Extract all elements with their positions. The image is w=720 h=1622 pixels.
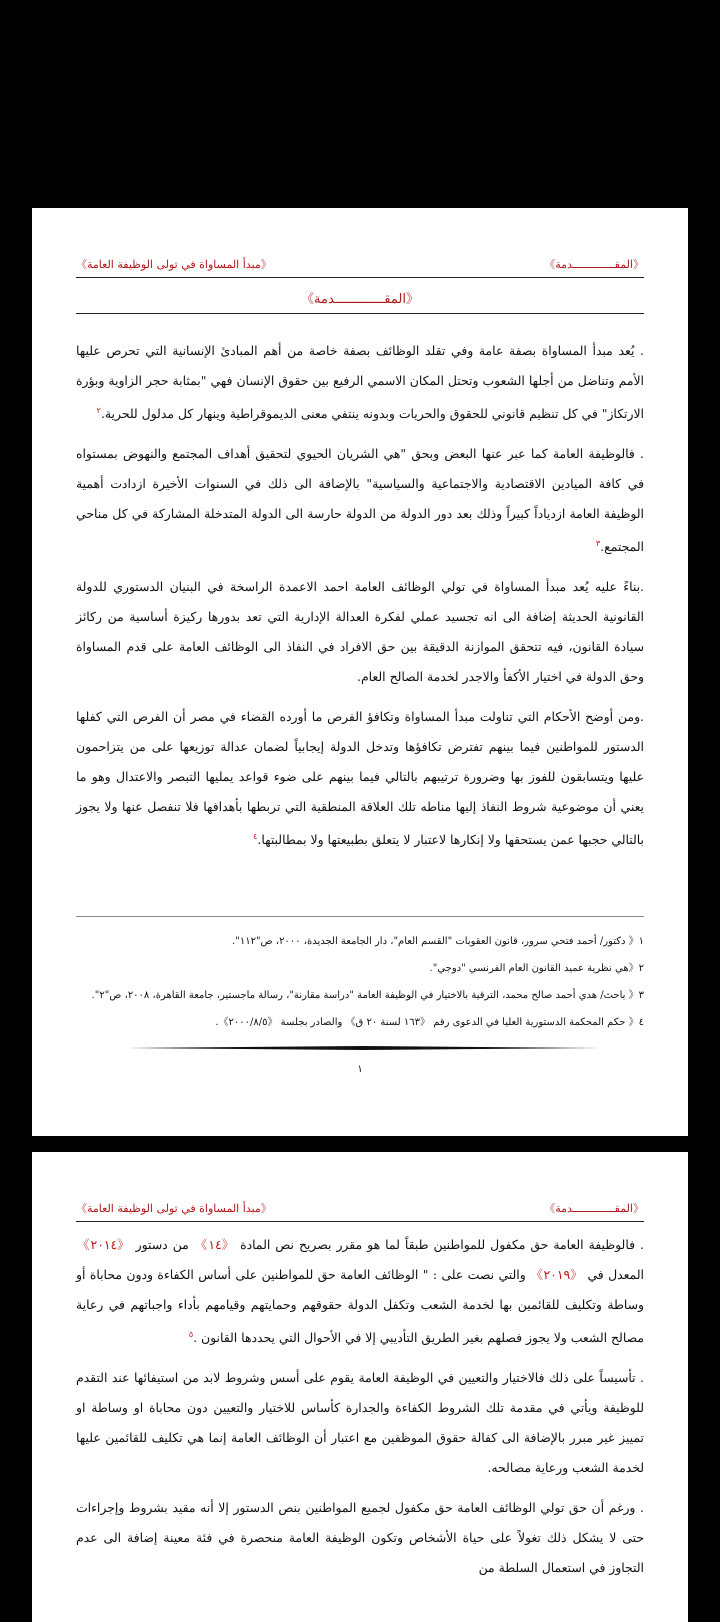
page-2-body: [76, 1230, 644, 1593]
footnote-ref: ٥: [188, 1330, 194, 1339]
constitution-year: 《٢٠١٤》: [76, 1237, 131, 1252]
running-header: [76, 254, 644, 278]
paragraph: .ومن أوضح الأحكام التي تناولت مبدأ المساواة وتكافؤ الفرص ما أورده القضاء في مصر أن الفرص التي كفلها الدستور للمواطنين فيما بينهم تفترض تكافؤها وتدخل الدولة إيجابياً لضمان عدالة توزيعها على من يتزاحمون عليها ويتسابقون للفوز بها وضرورة ترتيبهم بالتالي فيما بينهم على ضوء قواعد يمليها التبصر والاعتدال وهو ما يعني أن موضوعية شروط النفاذ إليها مناطه تلك العلاقة المنطقية التي تربطها بأهدافها فلا تنفصل عنها ولا يجوز بالتالي حجبها عمن يستحقها ولا إنكارها لاعتبار لا يتعلق بطبيعتها ولا بمطالبتها.$^٤$: [76, 709, 644, 848]
header-book-title: 《مبدأ المساواة في تولى الوظيفة العامة》: [76, 258, 272, 271]
header-book-title: 《مبدأ المساواة في تولى الوظيفة العامة》: [76, 1202, 272, 1215]
footnote: ٣《 باحث/ هدي أحمد صالح محمد، الترقية بالاختيار في الوظيفة العامة "دراسة مقارنة"، رسالة ماجستير، جامعة القاهرة، ٢٠٠٨، ص"٢".: [91, 990, 644, 1001]
paragraph: . ورغم أن حق تولي الوظائف العامة حق مكفول لجميع المواطنين بنص الدستور إلا أنه مقيد بشروط وإجراءات حتى لا يشكل ذلك تغولاً على حياة الأشخاص وتكون الوظيفة العامة منحصرة في فئة معينة إضافة الى عدم التجاوز في استعمال السلطة من: [76, 1500, 644, 1576]
footnote-ref: ٣: [595, 539, 601, 549]
footnotes: [76, 928, 644, 1036]
footnote-divider: [76, 916, 644, 917]
section-title: 《المقـــــــــــــدمة》: [76, 288, 644, 314]
amendment-year: 《٢٠١٩》: [530, 1267, 584, 1282]
header-section-label: 《المقـــــــــــــدمة》: [544, 1202, 644, 1215]
paragraph: . فالوظيفة العامة كما عبر عنها البعض وبحق "هي الشريان الحيوي لتحقيق أهداف المجتمع والنهوض بمستواه في كافة الميادين الاقتصادية والاجتماعية والسياسية" بالإضافة الى ذلك في السنوات الأخيرة ازدادت أهمية الوظيفة العامة ازدياداً كبيراً وذلك بعد دور الدولة من الدولة حارسة الى الدولة المتدخلة المشاركة في كل مناحي المجتمع.$^٣$: [76, 446, 644, 555]
paragraph: .بناءً عليه يُعد مبدأ المساواة في تولي الوظائف العامة احمد الاعمدة الراسخة في البنيان الدستوري للدولة القانونية الحديثة إضافة الى انه تجسيد عملي لفكرة العدالة الإدارية التي تعد بدورها ركيزة أساسية من ركائز سيادة القانون، فيه تتحقق الموازنة الدقيقة بين حق الافراد في النفاذ الى الوظائف العامة على قدم المساواة وحق الدولة في اختيار الأكفأ والاجدر لخدمة الصالح العام.: [76, 579, 644, 685]
footnote: ٤《 حكم المحكمة الدستورية العليا في الدعوى رقم 《١٦٣ لسنة ٢٠ ق》 والصادر بجلسة 《٢٠٠٠/٨/٥》.: [215, 1017, 644, 1028]
page-1-body: [76, 336, 644, 865]
document-page-1: [32, 208, 688, 1136]
header-section-label: 《المقـــــــــــــدمة》: [544, 258, 644, 271]
ornamental-divider: [124, 1046, 600, 1050]
paragraph: . تأسيساً على ذلك فالاختيار والتعيين في الوظيفة العامة يقوم على أسس وشروط لابد من استيفائها عند التقدم للوظيفة ويأتي في مقدمة تلك الشروط الكفاءة والجدارة كأساس للاختيار والتعيين دون محاباة او وساطة او تمييز غير مبرر بالإضافة الى كفالة حقوق الموظفين مع اعتبار أن الوظائف العامة إنما هي تكليف للقائمين عليها لخدمة الشعب ورعاية مصالحه.: [76, 1370, 644, 1476]
footnote-ref: ٢: [96, 406, 101, 415]
running-header: [76, 1198, 644, 1222]
paragraph: . يُعد مبدأ المساواة بصفة عامة وفي تقلد الوظائف بصفة خاصة من أهم المبادئ الإنسانية التي تحرص عليها الأمم وتناضل من أجلها الشعوب وتحتل المكان الاسمي الرفيع بين حقوق الإنسان فهي "بمثابة حجر الزاوية وبؤرة الارتكاز" في كل تنظيم قانوني للحقوق والحريات وبدونه ينتفي معنى الديموقراطية وينهار كل مدلول للحرية.$^٢$: [76, 343, 644, 422]
article-number: 《١٤》: [193, 1237, 236, 1252]
footnote: ١《 دكتور/ أحمد فتحي سرور، قانون العقوبات "القسم العام"، دار الجامعة الجديدة، ٢٠٠٠، ص"١١٢".: [232, 936, 644, 947]
page-number: ١: [357, 1064, 363, 1075]
document-page-2: [32, 1152, 688, 1622]
footnote-ref: ٤: [253, 832, 258, 842]
paragraph: . فالوظيفة العامة حق مكفول للمواطنين طبقاً لما هو مقرر بصريح نص المادة 《١٤》 من دستور 《٢٠١٤》 المعدل في 《٢٠١٩》 والتي نصت على : " الوظائف العامة حق للمواطنين على أساس الكفاءة ودون محاباة أو وساطة وتكليف للقائمين بها لخدمة الشعب وتكفل الدولة حقوقهم وحمايتهم وقيامهم بأداء واجباتهم في رعاية مصالح الشعب ولا يجوز فصلهم بغير الطريق التأديبي إلا في الأحوال التي يحددها القانون .$^٥$: [76, 1237, 644, 1346]
footnote: ٢《هي نظرية عميد القانون العام الفرنسي "دوجي".: [429, 963, 644, 974]
